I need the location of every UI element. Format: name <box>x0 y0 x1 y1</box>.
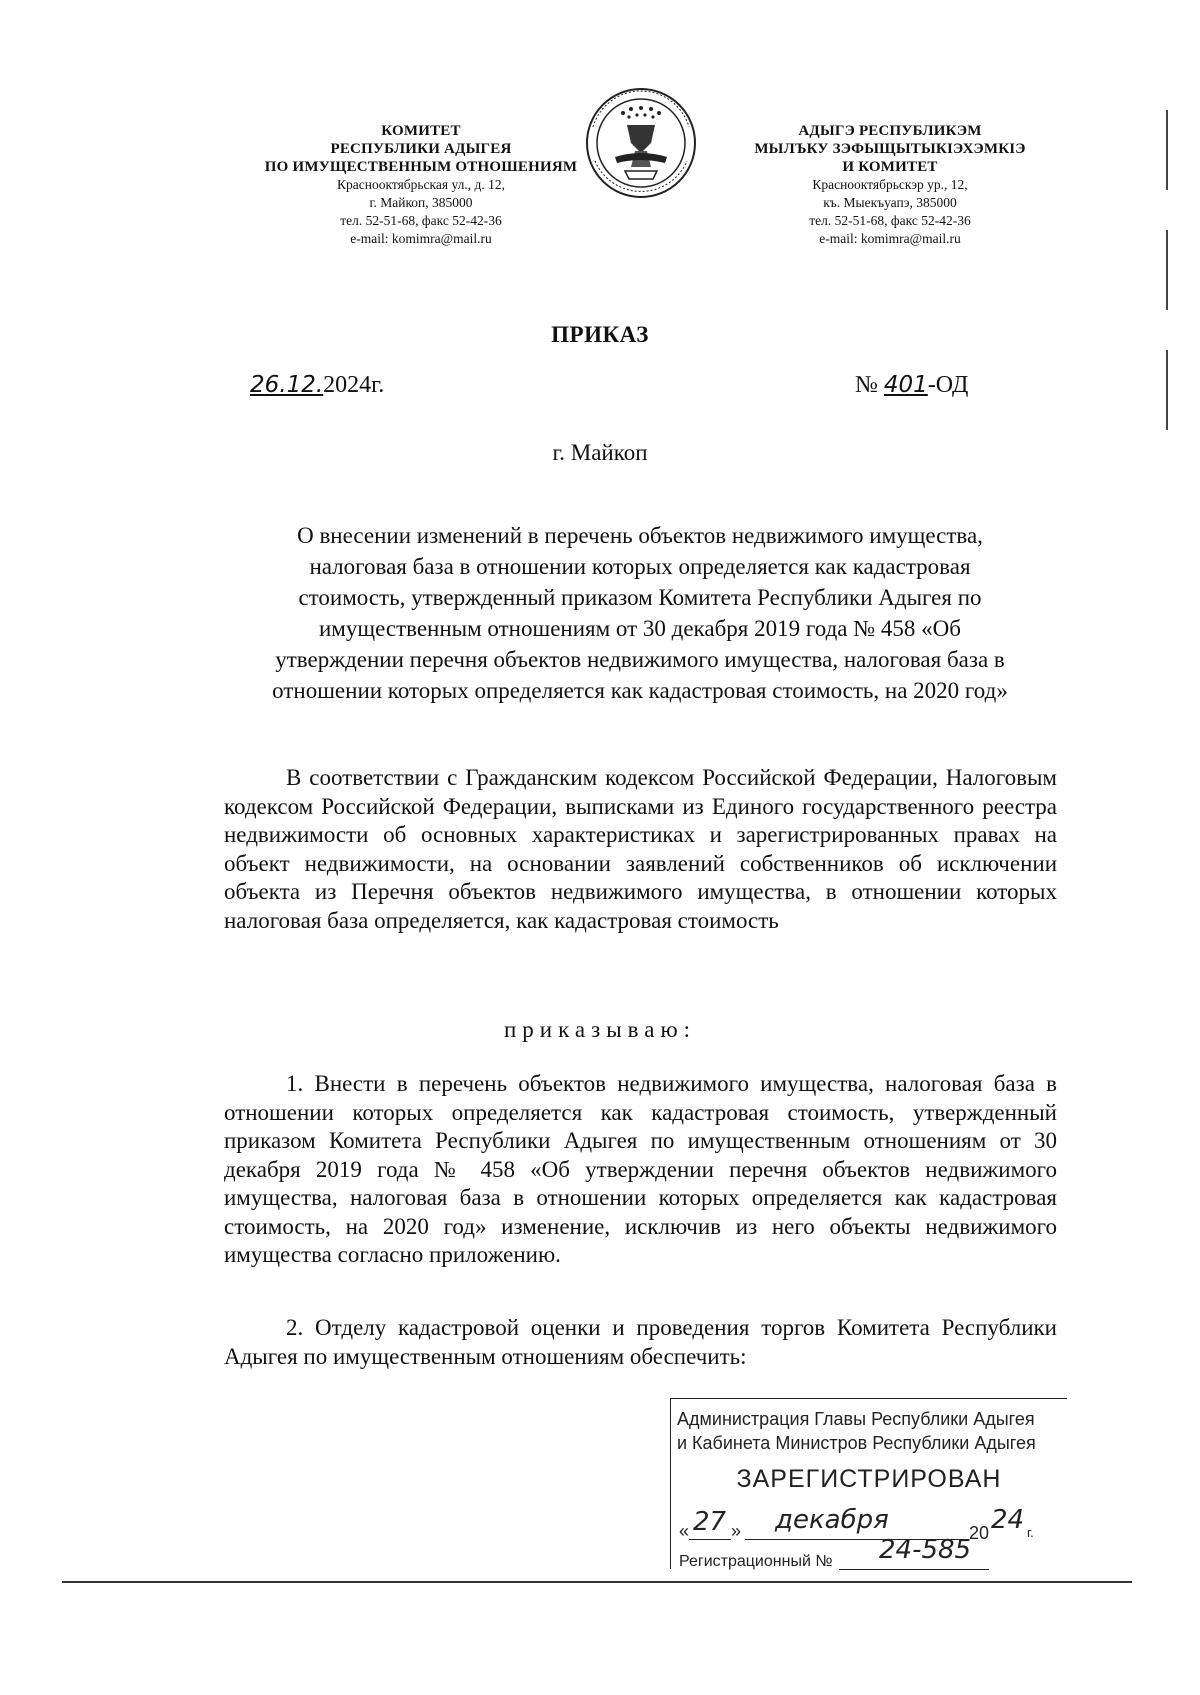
stamp-day: 27 <box>693 1507 727 1537</box>
title-line: налоговая база в отношении которых определяется как кадастровая <box>309 554 971 579</box>
address-line: г. Майкоп, 385000 <box>369 195 473 210</box>
stamp-quote-open: « <box>679 1521 690 1541</box>
scan-mark <box>1166 230 1168 310</box>
city: г. Майкоп <box>552 440 648 465</box>
title-line: имущественным отношениям от 30 декабря 2019 года № 458 «Об <box>319 616 961 641</box>
order-item-1: 1. Внести в перечень объектов недвижимого имущества, налоговая база в отношении которых определяется как кадастровая стоимость, утвержденный приказом Комитета Республики Адыгея по имущественным отношениям от 30 декабря 2019 года № 458 «Об утверждении перечня объектов недвижимого имущества, налоговая база в отношении которых определяется как кадастровая стоимость, на 2020 год» изменение, исключив из него объекты недвижимого имущества согласно приложению. <box>224 1071 1057 1267</box>
org-name-line: КОМИТЕТ <box>381 123 461 139</box>
header-right-org <box>720 122 1060 248</box>
org-name-line: МЫЛЪКУ ЗЭФЫЩЫТЫКIЭХЭМКIЭ <box>754 141 1026 157</box>
coat-of-arms-adygea-icon <box>585 87 697 199</box>
number-suffix: -ОД <box>927 372 969 398</box>
stamp-reg-number: 24-585 <box>879 1535 972 1565</box>
stamp-authority-line: и Кабинета Министров Республики Адыгея <box>677 1433 1036 1453</box>
number-prefix: № <box>855 372 884 398</box>
stamp-date <box>679 1505 1067 1545</box>
order-word: приказываю: <box>503 1017 697 1042</box>
address-line: къ. Мыекъуапэ, 385000 <box>823 195 957 210</box>
address-line: Краснооктябрьская ул., д. 12, <box>337 177 505 192</box>
header-left-org <box>256 122 586 248</box>
stamp-year-prefix: 20 <box>969 1523 990 1543</box>
order-item-2: 2. Отделу кадастровой оценки и проведения торгов Комитета Республики Адыгея по имущественным отношениям обеспечить: <box>224 1315 1057 1369</box>
stamp-year-suffix: г. <box>1027 1525 1034 1540</box>
address-line: Краснооктябрьскэр ур., 12, <box>812 177 968 192</box>
title-line: утверждении перечня объектов недвижимого имущества, налоговая база в <box>275 647 1005 672</box>
stamp-quote-close: » <box>731 1521 742 1541</box>
phone-line: тел. 52-51-68, факс 52-42-36 <box>809 213 971 228</box>
preamble-paragraph: В соответствии с Гражданским кодексом Российской Федерации, Налоговым кодексом Российской Федерации, выписками из Единого государственного реестра недвижимости об основных характеристиках и зарегистрированных правах на объект недвижимости, на основании заявлений собственников об исключении объекта из Перечня объектов недвижимого имущества, в отношении которых налоговая база определяется, как кадастровая стоимость <box>224 765 1057 933</box>
scan-mark <box>1166 110 1168 190</box>
stamp-year: 24 <box>991 1505 1025 1535</box>
handwritten-number: 401 <box>883 372 928 398</box>
printed-year: 2024г. <box>323 372 385 398</box>
org-name-line: ПО ИМУЩЕСТВЕННЫМ ОТНОШЕНИЯМ <box>264 159 578 175</box>
order-date <box>250 372 384 399</box>
phone-line: тел. 52-51-68, факс 52-42-36 <box>340 213 502 228</box>
scan-mark <box>1166 350 1168 430</box>
stamp-reg-label: Регистрационный № <box>679 1553 833 1570</box>
stamp-authority-line: Администрация Главы Республики Адыгея <box>677 1409 1035 1429</box>
email-line: e-mail: komimra@mail.ru <box>819 231 961 246</box>
title-line: стоимость, утвержденный приказом Комитета Республики Адыгея по <box>298 585 982 610</box>
title-line: отношении которых определяется как кадастровая стоимость, на 2020 год» <box>272 678 1008 703</box>
order-title <box>220 520 1060 706</box>
handwritten-date: 26.12. <box>250 372 324 398</box>
document-type: ПРИКАЗ <box>551 322 649 347</box>
stamp-month: декабря <box>775 1505 889 1535</box>
stamp-status: ЗАРЕГИСТРИРОВАН <box>736 1465 1002 1493</box>
order-number <box>855 372 968 399</box>
title-line: О внесении изменений в перечень объектов недвижимого имущества, <box>297 523 983 548</box>
registration-stamp <box>670 1398 1067 1569</box>
org-name-line: РЕСПУБЛИКИ АДЫГЕЯ <box>330 141 512 157</box>
org-name-line: И КОМИТЕТ <box>842 159 938 175</box>
email-line: e-mail: komimra@mail.ru <box>350 231 492 246</box>
org-name-line: АДЫГЭ РЕСПУБЛИКЭМ <box>798 123 982 139</box>
bottom-rule <box>62 1581 1132 1583</box>
